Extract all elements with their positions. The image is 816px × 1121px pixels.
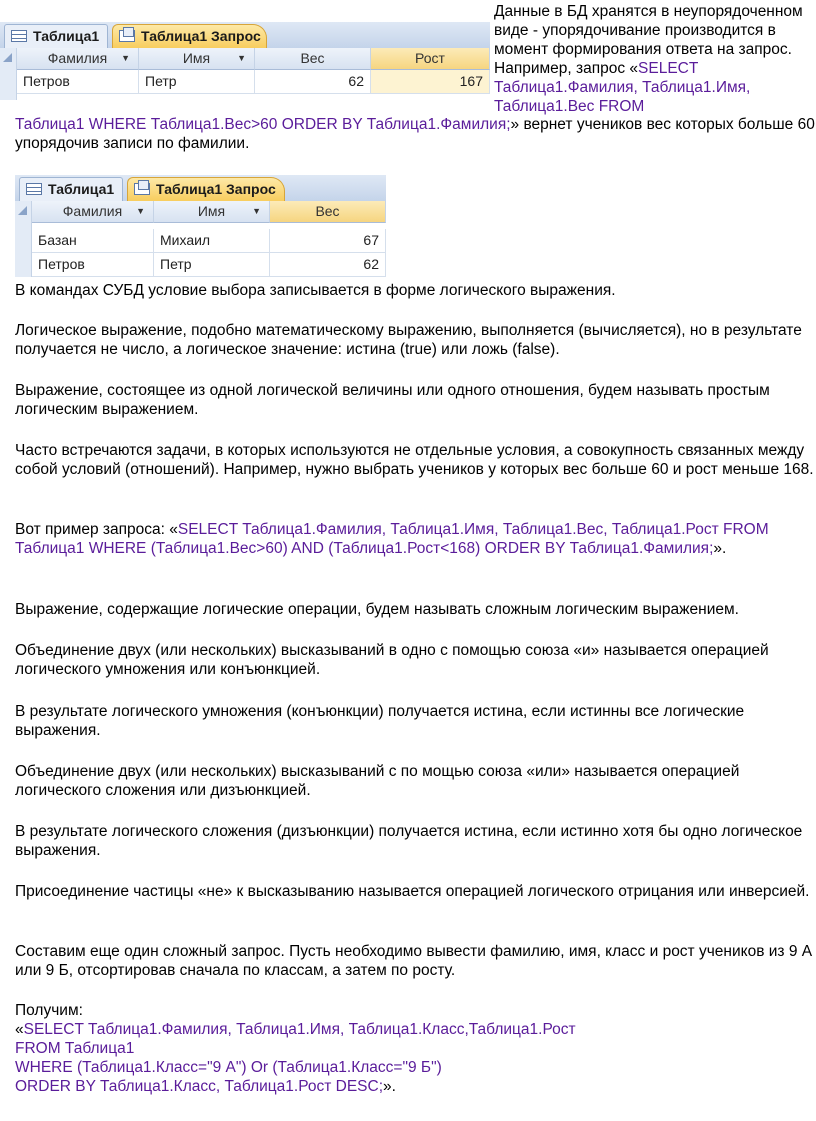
intro-paragraph-continued: Таблица1 WHERE Таблица1.Вес>60 ORDER BY Таблица1.Фамилия;» вернет учеников вес которых больше 60 упорядочив записи по фамилии. xyxy=(15,116,815,152)
table-icon xyxy=(26,183,42,195)
query-icon xyxy=(119,30,135,42)
intro-paragraph: Данные в БД хранятся в неупорядоченном виде - упорядочивание производится в момент формирования ответа на запрос. Например, запрос «SELECT Таблица1.Фамилия, Таблица1.Имя, Таблица1.Вес FROM xyxy=(494,3,803,115)
paragraph: Логическое выражение, подобно математическому выражению, выполняется (вычисляется), но в результате получается не число, а логическое значение: истина (true) или ложь (false). xyxy=(15,322,802,358)
column-header-weight[interactable]: Вес xyxy=(255,48,371,70)
cell-firstname[interactable]: Михаил xyxy=(154,229,270,253)
cell-lastname[interactable]: Базан xyxy=(32,229,154,253)
paragraph: В результате логического умножения (конъюнкции) получается истина, если истинны все логические выражения. xyxy=(15,703,745,739)
query-result-table-2 xyxy=(15,175,386,277)
column-header-firstname[interactable]: Имя ▼ xyxy=(154,201,270,223)
cell-firstname[interactable]: Петр xyxy=(154,253,270,277)
dropdown-arrow-icon[interactable]: ▼ xyxy=(237,53,246,63)
cell-firstname[interactable]: Петр xyxy=(139,70,255,94)
dropdown-arrow-icon[interactable]: ▼ xyxy=(121,53,130,63)
paragraph: Часто встречаются задачи, в которых используются не отдельные условия, а совокупность связанных между собой условий (отношений). Например, нужно выбрать учеников у которых вес больше 60 и рост меньше 168. xyxy=(15,442,814,478)
cell-height[interactable]: 167 xyxy=(371,70,490,94)
tab-table1-query[interactable]: Таблица1 Запрос xyxy=(127,177,285,201)
query-icon xyxy=(134,183,150,195)
cell-lastname[interactable]: Петров xyxy=(17,70,139,94)
cell-lastname[interactable]: Петров xyxy=(32,253,154,277)
table-icon xyxy=(11,30,27,42)
record-selector-column xyxy=(0,48,17,100)
cell-weight[interactable]: 62 xyxy=(255,70,371,94)
tab-table1[interactable]: Таблица1 xyxy=(4,24,108,48)
record-selector-column xyxy=(15,201,32,277)
cell-weight[interactable]: 67 xyxy=(270,229,386,253)
column-header-lastname[interactable]: Фамилия ▼ xyxy=(32,201,154,223)
query-example-paragraph: Вот пример запроса: «SELECT Таблица1.Фамилия, Таблица1.Имя, Таблица1.Вес, Таблица1.Рост FROM Таблица1 WHERE (Таблица1.Вес>60) AND (Таблица1.Рост<168) ORDER BY Таблица1.Фамилия;». xyxy=(15,521,769,557)
dropdown-arrow-icon[interactable]: ▼ xyxy=(136,206,145,216)
paragraph: Объединение двух (или нескольких) высказываний с по мощью союза «или» называется операцией логического сложения или дизъюнкцией. xyxy=(15,763,740,799)
paragraph: В результате логического сложения (дизъюнкции) получается истина, если истинно хотя бы одно логическое выражения. xyxy=(15,823,803,859)
select-all-icon[interactable] xyxy=(3,53,12,62)
column-header-firstname[interactable]: Имя ▼ xyxy=(139,48,255,70)
paragraph: Выражение, состоящее из одной логической величины или одного отношения, будем называть простым логическим выражением. xyxy=(15,382,770,418)
final-query-block: Получим: «SELECT Таблица1.Фамилия, Таблица1.Имя, Таблица1.Класс,Таблица1.Рост FROM Таблица1 WHERE (Таблица1.Класс="9 А") Or (Таблица1.Класс="9 Б") ORDER BY Таблица1.Класс, Таблица1.Рост DESC;». xyxy=(15,1002,576,1095)
cell-weight[interactable]: 62 xyxy=(270,253,386,277)
dropdown-arrow-icon[interactable]: ▼ xyxy=(252,206,261,216)
tab-table1-query[interactable]: Таблица1 Запрос xyxy=(112,24,267,48)
paragraph: Выражение, содержащие логические операции, будем называть сложным логическим выражением. xyxy=(15,601,739,618)
paragraph: Составим еще один сложный запрос. Пусть необходимо вывести фамилию, имя, класс и рост учеников из 9 А или 9 Б, отсортировав сначала по классам, а затем по росту. xyxy=(15,943,813,979)
paragraph: Объединение двух (или нескольких) высказываний в одно с помощью союза «и» называется операцией логического умножения или конъюнкцией. xyxy=(15,642,769,678)
column-header-lastname[interactable]: Фамилия ▼ xyxy=(17,48,139,70)
paragraph: В командах СУБД условие выбора записывается в форме логического выражения. xyxy=(15,282,616,299)
column-header-weight[interactable]: Вес xyxy=(270,201,386,223)
query-result-table-1 xyxy=(0,22,490,100)
select-all-icon[interactable] xyxy=(18,206,27,215)
paragraph: Присоединение частицы «не» к высказыванию называется операцией логического отрицания или инверсией. xyxy=(15,883,810,900)
tab-table1[interactable]: Таблица1 xyxy=(19,177,123,201)
column-header-height[interactable]: Рост xyxy=(371,48,490,70)
